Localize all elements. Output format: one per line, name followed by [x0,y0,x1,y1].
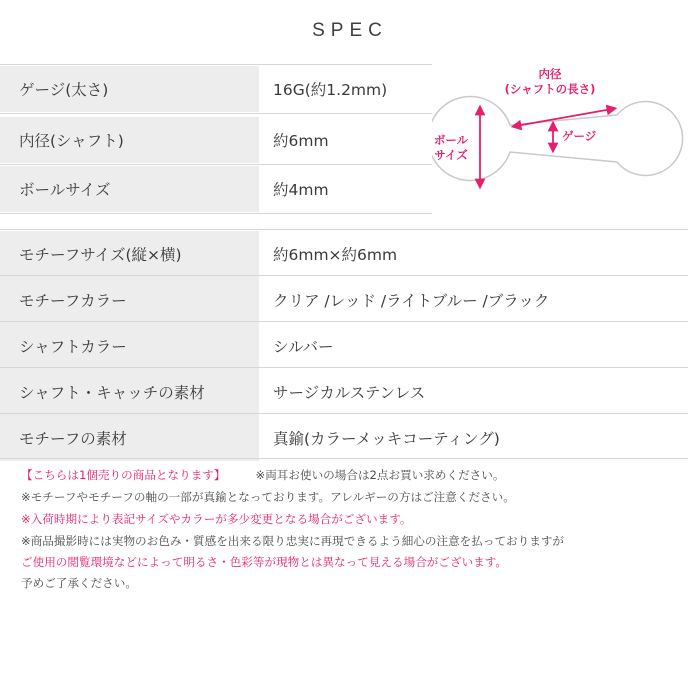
spec-row-shaft-material [0,369,688,415]
spec-label: 内径(シャフト) [0,117,259,163]
spec-value: 約4mm [273,181,329,199]
spec-label: モチーフの素材 [0,415,259,461]
pair-notice: ※両耳お使いの場合は2点お買い求めください。 [255,468,505,482]
inner-diameter-sublabel: (シャフトの長さ) [504,82,596,96]
table1-bottom-divider [0,213,432,214]
spec-value: 16G(約1.2mm) [273,81,388,99]
spec-value: 約6mm×約6mm [273,246,398,264]
spec-value: サージカルステンレス [273,384,426,402]
page-title: SPEC [312,20,388,41]
row-divider [0,367,688,368]
barbell-diagram [432,62,700,202]
spec-label: モチーフカラー [0,277,259,323]
spec-row-inner-diameter [0,117,432,163]
row-divider [0,113,432,114]
row-divider [0,275,688,276]
inner-diameter-label: 内径 [538,67,562,81]
ball-size-sublabel: サイズ [434,148,468,162]
row-divider [0,413,688,414]
barbell-outline [432,97,683,181]
spec-label: シャフトカラー [0,323,259,369]
note-line-5: ご使用の閲覧環境などによって明るさ・色彩等が現物とは異なって見える場合がございます。 [21,555,508,569]
note-line-3: ※入荷時期により表記サイズやカラーが多少変更となる場合がございます。 [21,512,412,526]
ball-size-label: ボール [433,133,469,147]
table2-bottom-divider [0,458,688,459]
row-divider [0,164,432,165]
table2-top-divider [0,229,688,230]
spec-label: ボールサイズ [0,166,259,212]
spec-label: モチーフサイズ(縦×横) [0,231,259,277]
spec-row-ball-size [0,166,432,212]
note-line-1 [21,467,504,483]
note-line-6: 予めご了承ください。 [21,576,137,590]
row-divider [0,321,688,322]
spec-row-gauge [0,66,432,112]
gauge-label: ゲージ [562,129,597,143]
spec-value: シルバー [273,338,334,356]
single-item-notice: 【こちらは1個売りの商品となります】 [21,468,226,482]
spec-label: シャフト・キャッチの素材 [0,369,259,415]
spec-value: 約6mm [273,132,329,150]
spec-row-motif-size [0,231,688,277]
table1-top-divider [0,64,432,65]
note-line-2: ※モチーフやモチーフの軸の一部が真鍮となっております。アレルギーの方はご注意ください。 [21,490,515,504]
spec-row-motif-color [0,277,688,323]
spec-row-shaft-color [0,323,688,369]
spec-value: 真鍮(カラーメッキコーティング) [273,430,500,448]
spec-label: ゲージ(太さ) [0,66,259,112]
spec-value: クリア /レッド /ライトブルー /ブラック [273,292,550,310]
spec-row-motif-material [0,415,688,461]
note-line-4: ※商品撮影時には実物のお色み・質感を出来る限り忠実に再現できるよう細心の注意を払っておりますが [21,534,565,548]
